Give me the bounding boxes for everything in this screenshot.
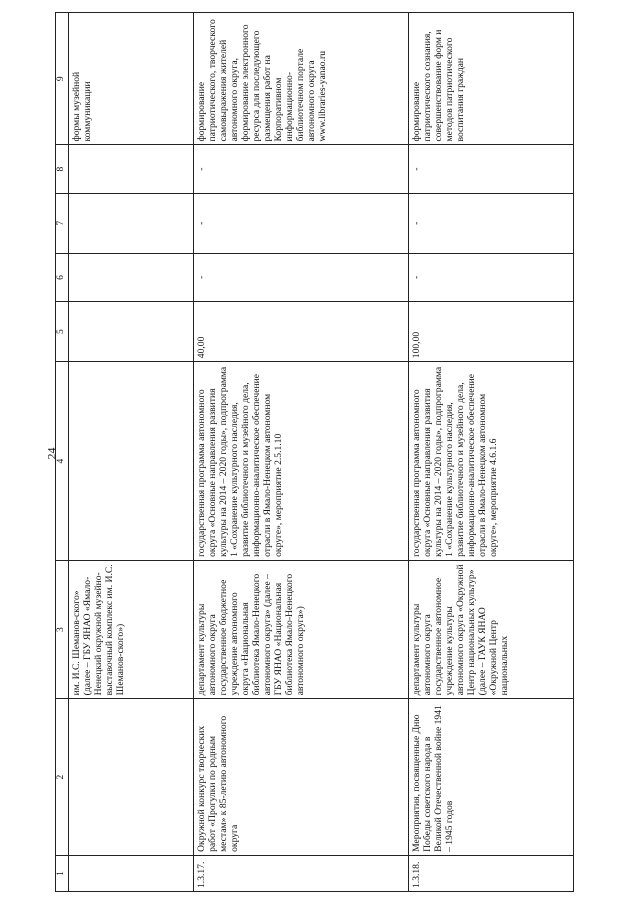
amount-cell	[69, 302, 194, 362]
events-table-wrapper	[55, 12, 585, 892]
table-row	[409, 13, 574, 892]
executor-cell: департамент культуры автономного округа государственное бюджетное учреждение автономного округа «Национальная библиотека Ямало-Ненецкого автономного округа» (далее – ГБУ ЯНАО «Национальная библиотека Ямало-Ненецкого автономного округа»)	[194, 560, 409, 698]
col8-cell: -	[409, 145, 574, 193]
column-number: 1	[56, 855, 69, 891]
event-name-cell	[69, 699, 194, 856]
page-number: 24	[44, 447, 59, 460]
executor-cell: им. И.С. Шеманов-ского» (далее – ГБУ ЯНАО «Ямало-Ненецкий окружной музейно-выставочный комплекс им. И.С. Шеманов-ского»)	[69, 560, 194, 698]
program-cell: государственная программа автономного округа «Основные направления развития культуры на 2014 – 2020 годы», подпрограмма 1 «Сохранение культурного наследия, развитие библиотечного и музейного дела, информационно-аналитическое обеспечение отрасли в Ямало-Ненецком автономном округе», мероприятие 4.6.1.6	[409, 362, 574, 561]
col6-cell	[69, 253, 194, 301]
events-table	[55, 12, 574, 892]
column-number: 8	[56, 145, 69, 193]
result-cell: формирование патриотического сознания, совершенствование форм и методов патриотического воспитания граждан	[409, 13, 574, 146]
program-cell	[69, 362, 194, 561]
column-number: 7	[56, 193, 69, 253]
column-number: 5	[56, 302, 69, 362]
result-cell: формы музейной коммуникации	[69, 13, 194, 146]
col8-cell: -	[194, 145, 409, 193]
column-number: 4	[56, 362, 69, 561]
table-row	[69, 13, 194, 892]
column-number: 3	[56, 560, 69, 698]
column-number: 2	[56, 699, 69, 856]
col6-cell: -	[409, 253, 574, 301]
col7-cell	[69, 193, 194, 253]
amount-cell: 40,00	[194, 302, 409, 362]
amount-cell: 100,00	[409, 302, 574, 362]
col6-cell: -	[194, 253, 409, 301]
event-name-cell: Мероприятия, посвященные Дню Победы советского народа в Великой Отечественной войне 1941 – 1945 годов	[409, 699, 574, 856]
column-number: 9	[56, 13, 69, 146]
row-number-cell: 1.3.17.	[194, 855, 409, 891]
table-row	[194, 13, 409, 892]
column-number-row	[56, 13, 69, 892]
row-number-cell	[69, 855, 194, 891]
col7-cell: -	[194, 193, 409, 253]
row-number-cell: 1.3.18.	[409, 855, 574, 891]
event-name-cell: Окружной конкурс творческих работ «Прогулки по родным местам» к 85-летию автономного округа	[194, 699, 409, 856]
program-cell: государственная программа автономного округа «Основные направления развития культуры на 2014 – 2020 годы», подпрограмма 1 «Сохранение культурного наследия, развитие библиотечного и музейного дела, информационно-аналитическое обеспечение отрасли в Ямало-Ненецком автономном округе», мероприятие 2.5.1.10	[194, 362, 409, 561]
col7-cell: -	[409, 193, 574, 253]
result-cell: формирование патриотического, творческого самовыражения жителей автономного округа, формирование электронного ресурса для последующего размещения работ на Корпоративном информационно-библиотечном портале автономного округа www.libraries-yanao.ru	[194, 13, 409, 146]
column-number: 6	[56, 253, 69, 301]
executor-cell: департамент культуры автономного округа государственное автономное учреждение культуры автономного округа «Окружной Центр национальных культур» (далее – ГАУК ЯНАО «Окружной Центр национальных	[409, 560, 574, 698]
col8-cell	[69, 145, 194, 193]
